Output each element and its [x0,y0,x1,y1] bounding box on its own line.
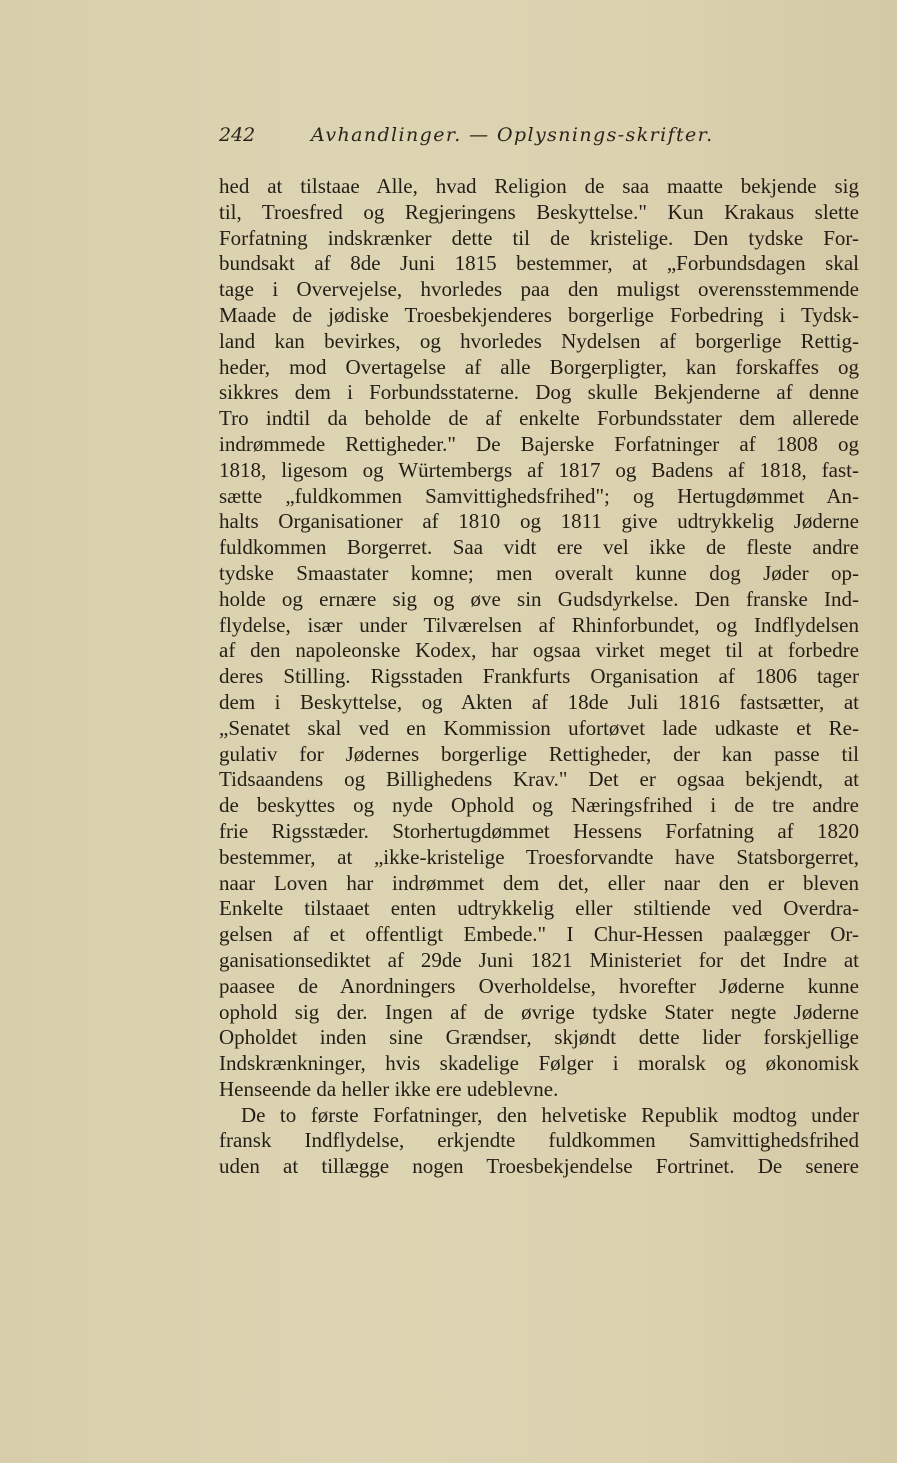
text-line: til, Troesfred og Regjeringens Beskyttelse." Kun Krakaus slette [219,199,859,224]
text-line: tydske Smaastater komne; men overalt kunne dog Jøder op- [219,560,859,585]
text-line: 1818, ligesom og Würtembergs af 1817 og Badens af 1818, fast- [219,457,859,482]
running-title: Avhandlinger. — Oplysnings-skrifter. [311,124,714,146]
text-line: deres Stilling. Rigsstaden Frankfurts Organisation af 1806 tager [219,664,859,689]
text-line: Tro indtil da beholde de af enkelte Forbundsstater dem allerede [219,406,859,431]
text-line: holde og ernære sig og øve sin Gudsdyrkelse. Den franske Ind- [219,586,859,611]
text-line: Henseende da heller ikke ere udeblevne. [219,1076,559,1101]
page-header [219,124,859,154]
text-line: De to første Forfatninger, den helvetiske Republik modtog under [241,1102,859,1127]
text-line: ophold sig der. Ingen af de øvrige tydske Stater negte Jøderne [219,999,859,1024]
text-line: indrømmede Rettigheder." De Bajerske Forfatninger af 1808 og [219,431,859,456]
text-line: sætte „fuldkommen Samvittighedsfrihed"; og Hertugdømmet An- [219,483,859,508]
text-line: heder, mod Overtagelse af alle Borgerpligter, kan forskaffes og [219,354,859,379]
text-line: Forfatning indskrænker dette til de kristelige. Den tydske For- [219,225,859,250]
text-line: hed at tilstaae Alle, hvad Religion de saa maatte bekjende sig [219,174,859,198]
text-line: „Senatet skal ved en Kommission ufortøvet lade udkaste et Re- [219,715,859,740]
text-line: uden at tillægge nogen Troesbekjendelse Fortrinet. De senere [219,1154,859,1179]
text-line: paasee de Anordningers Overholdelse, hvorefter Jøderne kunne [219,973,859,998]
text-line: de beskyttes og nyde Ophold og Næringsfrihed i de tre andre [219,793,859,818]
text-line: tage i Overvejelse, hvorledes paa den muligst overensstemmende [219,277,859,302]
text-line: dem i Beskyttelse, og Akten af 18de Juli 1816 fastsætter, at [219,689,859,714]
text-line: halts Organisationer af 1810 og 1811 give udtrykkelig Jøderne [219,509,859,534]
text-line: fransk Indflydelse, erkjendte fuldkommen Samvittighedsfrihed [219,1128,859,1153]
text-line: Tidsaandens og Billighedens Krav." Det er ogsaa bekjendt, at [219,767,859,792]
text-line: Indskrænkninger, hvis skadelige Følger i moralsk og økonomisk [219,1051,859,1076]
text-line: Enkelte tilstaaet enten udtrykkelig eller stiltiende ved Overdra- [219,896,859,921]
text-line: bestemmer, at „ikke-kristelige Troesforvandte have Statsborgerret, [219,844,859,869]
text-line: Opholdet inden sine Grændser, skjøndt dette lider forskjellige [219,1025,859,1050]
text-line: Maade de jødiske Troesbekjenderes borgerlige Forbedring i Tydsk- [219,302,859,327]
body-text [219,174,859,1180]
text-line: bundsakt af 8de Juni 1815 bestemmer, at „Forbundsdagen skal [219,251,859,276]
text-line: fuldkommen Borgerret. Saa vidt ere vel ikke de fleste andre [219,535,859,560]
text-line: af den napoleonske Kodex, har ogsaa virket meget til at forbedre [219,638,859,663]
text-line: ganisationsediktet af 29de Juni 1821 Ministeriet for det Indre at [219,947,859,972]
text-line: flydelse, især under Tilværelsen af Rhinforbundet, og Indflydelsen [219,612,859,637]
text-line: sikkres dem i Forbundsstaterne. Dog skulle Bekjenderne af denne [219,380,859,405]
text-line: gelsen af et offentligt Embede." I Chur-Hessen paalægger Or- [219,922,859,947]
page-number: 242 [219,124,256,146]
text-line: land kan bevirkes, og hvorledes Nydelsen af borgerlige Rettig- [219,328,859,353]
text-line: naar Loven har indrømmet dem det, eller naar den er bleven [219,870,859,895]
text-line: gulativ for Jødernes borgerlige Rettigheder, der kan passe til [219,741,859,766]
text-line: frie Rigsstæder. Storhertugdømmet Hessens Forfatning af 1820 [219,818,859,843]
